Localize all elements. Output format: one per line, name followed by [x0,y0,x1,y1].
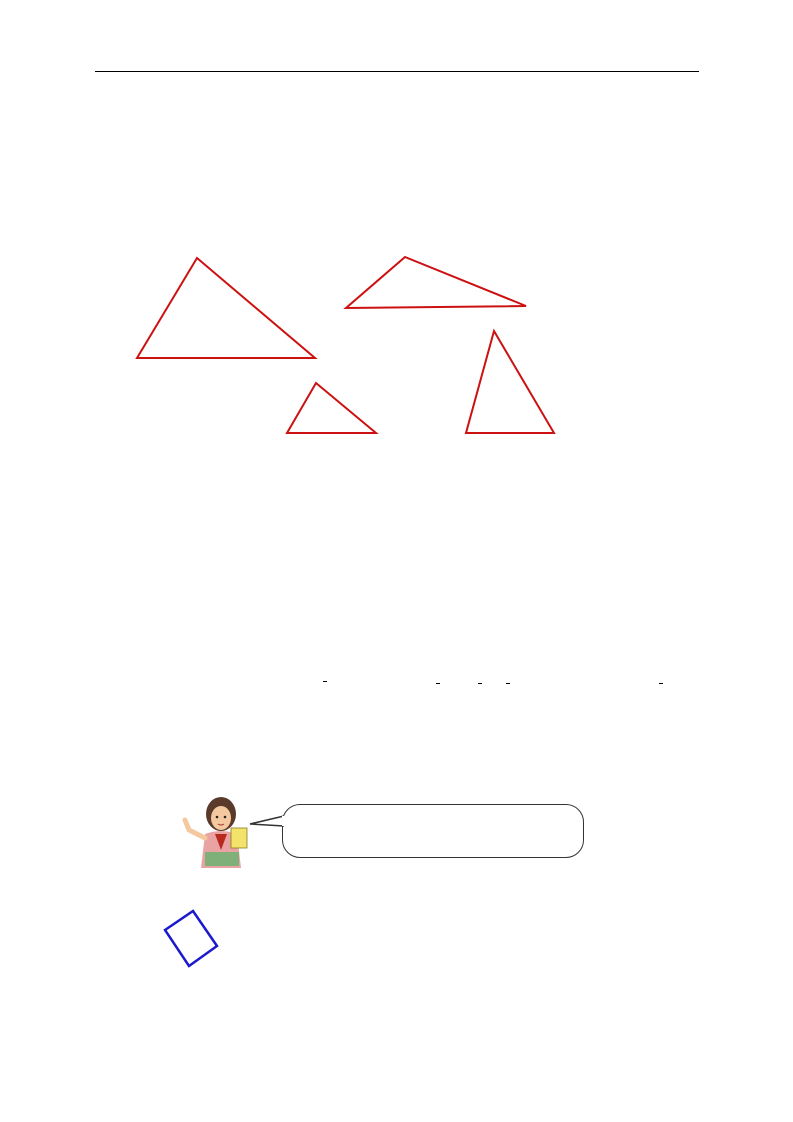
square-a [165,911,217,966]
